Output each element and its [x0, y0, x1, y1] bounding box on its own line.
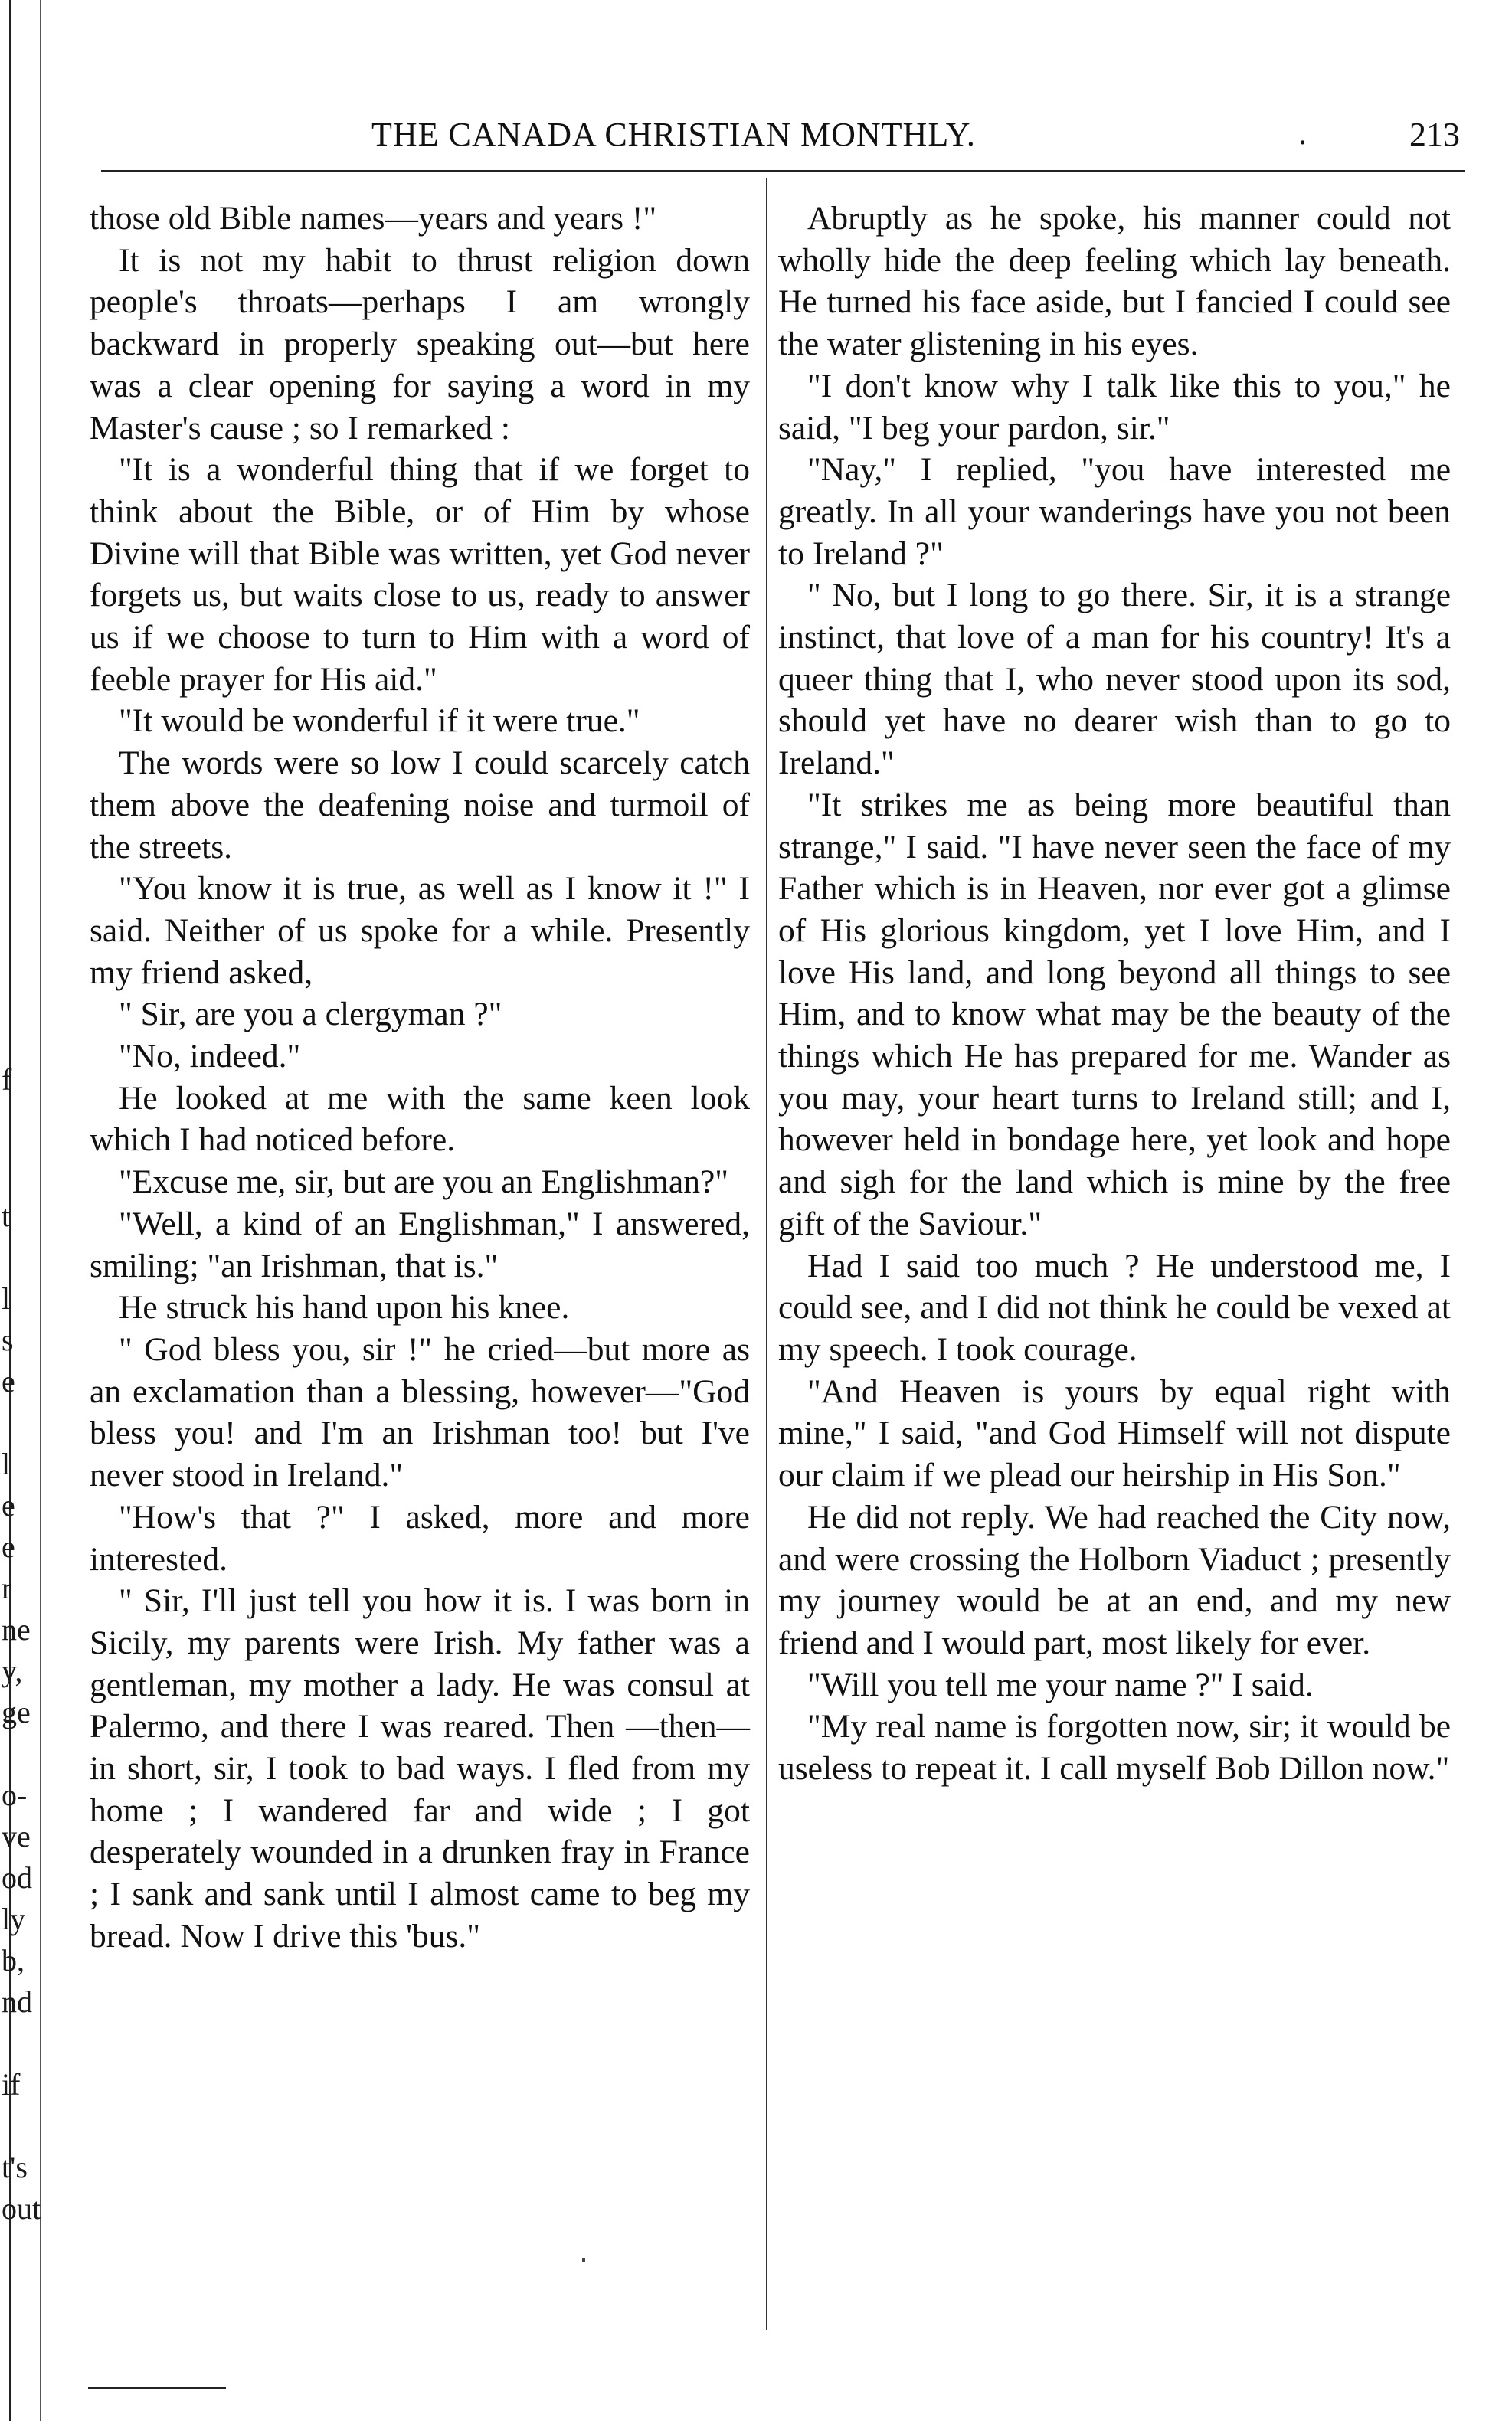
gutter-fragment: l — [2, 1447, 11, 1481]
paragraph: He looked at me with the same keen look which I had noticed before. — [90, 1079, 750, 1159]
gutter-fragment: e — [2, 1529, 15, 1564]
right-column — [778, 198, 1451, 1790]
paragraph: " God bless you, sir !" he cried—but more as an exclamation than a blessing, however—"God bless you! and I'm an Irishman too! but I've never stood in Ireland." — [90, 1330, 750, 1494]
paragraph: Had I said too much ? He understood me, I could see, and I did not think he could be vexed at my speech. I took courage. — [778, 1247, 1451, 1368]
gutter-fragment: l — [2, 1281, 11, 1316]
facing-page-gutter — [0, 0, 84, 2421]
gutter-fragment: r — [2, 1571, 12, 1605]
ink-speck — [582, 2258, 585, 2262]
gutter-fragment: out — [2, 2191, 41, 2226]
paragraph: It is not my habit to thrust religion down people's throats—perhaps I am wrongly backward in properly speaking out—but here was a clear opening for saying a word in my Master's cause ; so I remarked : — [90, 241, 750, 447]
column-divider — [766, 178, 767, 2330]
paragraph: He struck his hand upon his knee. — [119, 1289, 570, 1327]
header-dot: . — [1298, 114, 1307, 152]
paragraph: "How's that ?" I asked, more and more interested. — [90, 1498, 750, 1578]
page-number: 213 — [1409, 116, 1460, 153]
paragraph: " Sir, are you a clergyman ?" — [119, 996, 502, 1033]
paragraph: "Well, a kind of an Englishman," I answered, smiling; "an Irishman, that is." — [90, 1205, 750, 1284]
paragraph: those old Bible names—years and years !" — [90, 200, 657, 237]
gutter-fragment: ne — [2, 1612, 31, 1647]
gutter-fragment: if — [2, 2067, 21, 2102]
gutter-fragment: e — [2, 1364, 15, 1399]
gutter-fragment: y, — [2, 1654, 23, 1688]
paragraph: "You know it is true, as well as I know it !" I said. Neither of us spoke for a while. Presently my friend asked, — [90, 870, 750, 991]
paragraph: Abruptly as he spoke, his manner could not wholly hide the deep feeling which lay beneath. He turned his face aside, but I fancied I could see the water glistening in his eyes. — [778, 200, 1451, 363]
paragraph: "It strikes me as being more beautiful than strange," I said. "I have never seen the face of my Father which is in Heaven, nor ever got a glimse of His glorious kingdom, yet I love Him, and I love His land, and long beyond all things to see Him, and to know what may be the beauty of the things which He has prepared for me. Wander as you may, your heart turns to Ireland still; and I, however held in bondage here, yet look and hope and sigh for the land which is mine by the free gift of the Saviour." — [778, 786, 1451, 1242]
gutter-fragment: e — [2, 1488, 15, 1523]
gutter-fragment: t's — [2, 2150, 28, 2184]
paragraph: "Nay," I replied, "you have interested me greatly. In all your wanderings have you not been to Ireland ?" — [778, 451, 1451, 572]
paragraph: "It is a wonderful thing that if we forget to think about the Bible, or of Him by whose Divine will that Bible was written, yet God never forgets us, but waits close to us, ready to answer us if we choose to turn to Him with a word of feeble prayer for His aid." — [90, 451, 750, 698]
gutter-fragment: t — [2, 1199, 11, 1233]
gutter-fragment: od — [2, 1860, 32, 1895]
paragraph: He did not reply. We had reached the City now, and were crossing the Holborn Viaduct ; presently my journey would be at an end, and my new friend and I would part, most likely for ever. — [778, 1498, 1451, 1661]
paragraph: "I don't know why I talk like this to you," he said, "I beg your pardon, sir." — [778, 367, 1451, 447]
left-column — [90, 198, 750, 1958]
gutter-fragment: ge — [2, 1695, 31, 1729]
paragraph: "My real name is forgotten now, sir; it would be useless to repeat it. I call myself Bob Dillon now." — [778, 1708, 1451, 1788]
bottom-edge-rule — [88, 2387, 226, 2389]
header-rule — [101, 170, 1465, 172]
paragraph: " Sir, I'll just tell you how it is. I was born in Sicily, my parents were Irish. My father was a gentleman, my mother a lady. He was consul at Palermo, and there I was reared. Then —then—in short, sir, I took to bad ways. I fled from my home ; I wandered far and wide ; I got desperately wounded in a drunken fray in France ; I sank and sank until I almost came to beg my bread. Now I drive this 'bus." — [90, 1582, 750, 1955]
journal-title: THE CANADA CHRISTIAN MONTHLY. — [371, 116, 976, 153]
gutter-fragment: s — [2, 1323, 14, 1357]
paragraph: "Excuse me, sir, but are you an Englishman?" — [119, 1163, 729, 1201]
gutter-fragment: ly — [2, 1902, 26, 1936]
gutter-fragment: o- — [2, 1778, 28, 1812]
gutter-fragment: b, — [2, 1943, 25, 1978]
running-header — [100, 115, 1463, 161]
gutter-fragment: ve — [2, 1819, 31, 1853]
paragraph: The words were so low I could scarcely catch them above the deafening noise and turmoil of the streets. — [90, 744, 750, 865]
gutter-fragment: f — [2, 1062, 12, 1097]
paragraph: "Will you tell me your name ?" I said. — [807, 1666, 1314, 1703]
paragraph: "It would be wonderful if it were true." — [119, 702, 640, 740]
paragraph: "No, indeed." — [119, 1038, 301, 1075]
paragraph: " No, but I long to go there. Sir, it is a strange instinct, that love of a man for his country! It's a queer thing that I, who never stood upon its sod, should yet have no dearer wish than to go to Ireland." — [778, 577, 1451, 782]
gutter-fragment: nd — [2, 1984, 32, 2019]
paragraph: "And Heaven is yours by equal right with mine," I said, "and God Himself will not dispute our claim if we plead our heirship in His Son." — [778, 1372, 1451, 1494]
